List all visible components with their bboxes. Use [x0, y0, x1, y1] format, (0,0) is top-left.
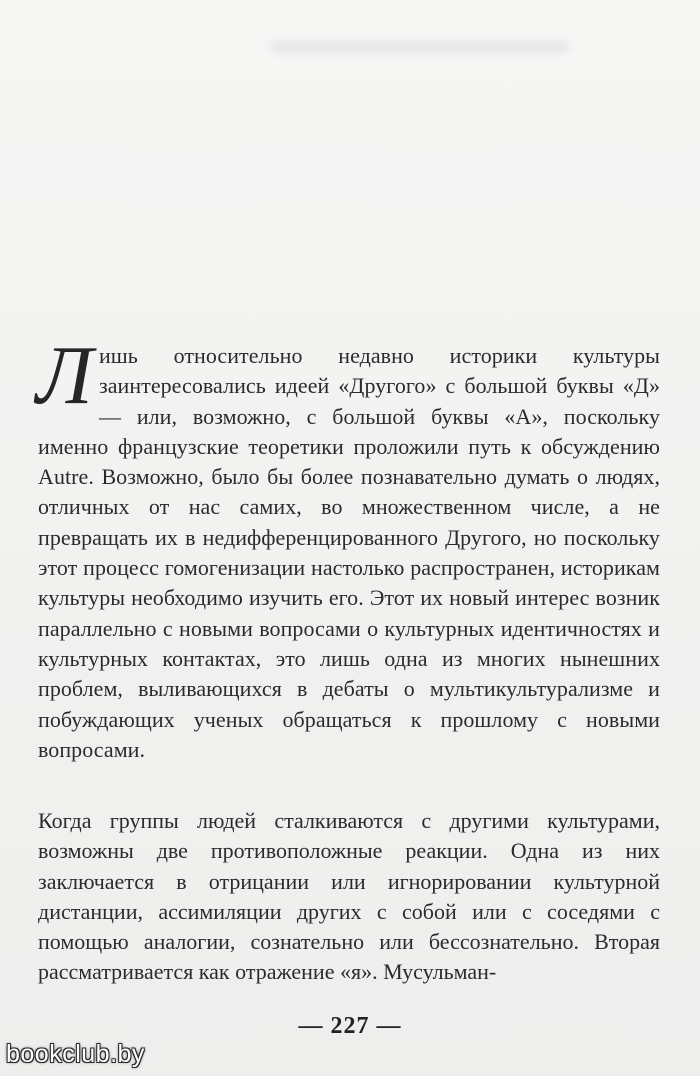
page-number: — 227 — [298, 1013, 402, 1039]
paragraph-1 [36, 329, 660, 765]
site-watermark: bookclub.by [6, 1040, 145, 1068]
paragraph-2 [38, 806, 660, 988]
paragraph-2-text: Когда группы людей сталкиваются с другими культурами, возможны две противоположные реакции. Одна из них заключается в отрицании или игнорировании культурной дистанции, ассимиляции других с собой или с соседями с помощью аналогии, сознательно или бессознательно. Вторая рассматривается как отражение «я». Мусульман- [38, 808, 660, 985]
drop-cap: Л [36, 329, 93, 422]
show-through-header [270, 40, 570, 54]
paragraph-1-text: ишь относительно недавно историки культуры заинтересовались идеей «Другого» с большой буквы «Д» — или, возможно, с большой буквы «А», поскольку именно французские теоретики проложили путь к обсуждению Autre. Возможно, было бы более познавательно думать о людях, отличных от нас самих, во множественном числе, а не превращать их в недифференцированного Другого, но поскольку этот процесс гомогенизации настолько распространен, историкам культуры необходимо изучить его. Этот их новый интерес возник параллельно с новыми вопросами о культурных идентичностях и культурных контактах, это лишь одна из многих нынешних проблем, выливающихся в дебаты о мультикультурализме и побуждающих ученых обращаться к прошлому с новыми вопросами. [38, 343, 660, 762]
